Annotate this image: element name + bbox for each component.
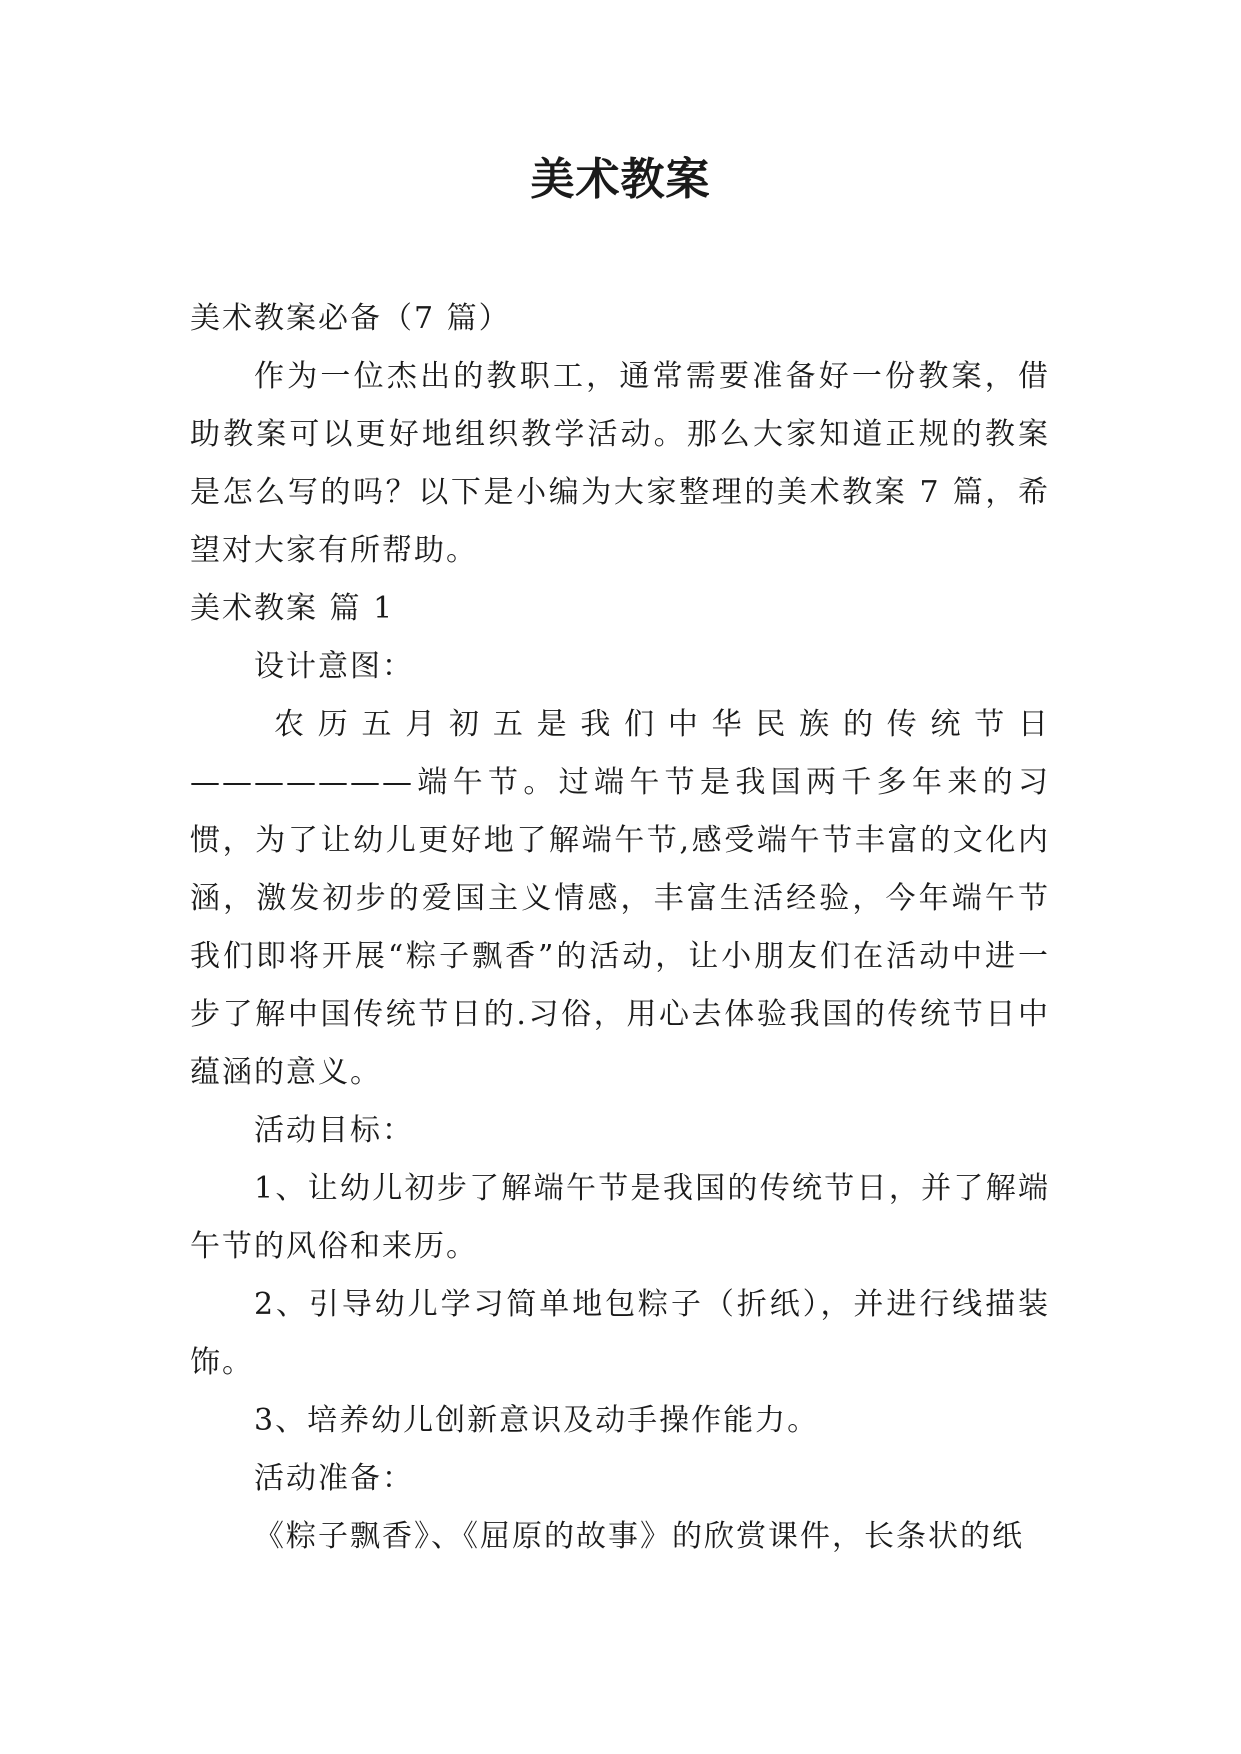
goal-item-3: 3、培养幼儿创新意识及动手操作能力。 [254,1403,820,1438]
goal-item-1: 1、让幼儿初步了解端午节是我国的传统节日，并了解端午节的风俗和来历。 [190,1171,1050,1264]
design-intent-label: 设计意图： [254,649,414,684]
document-body [190,290,1050,1566]
document-subtitle: 美术教案必备（7 篇） [190,301,511,336]
section-heading: 美术教案 篇 1 [190,591,395,626]
goals-label: 活动目标： [254,1113,414,1148]
intro-paragraph: 作为一位杰出的教职工，通常需要准备好一份教案，借助教案可以更好地组织教学活动。那么大家知道正规的教案是怎么写的吗？以下是小编为大家整理的美术教案 7 篇，希望对大家有所帮助。 [190,359,1050,568]
design-intent-paragraph: 农历五月初五是我们中华民族的传统节日———————端午节。过端午节是我国两千多年来的习惯，为了让幼儿更好地了解端午节,感受端午节丰富的文化内涵，激发初步的爱国主义情感，丰富生活经验，今年端午节我们即将开展“粽子飘香”的活动，让小朋友们在活动中进一步了解中国传统节日的.习俗，用心去体验我国的传统节日中蕴涵的意义。 [190,707,1050,1090]
prep-label: 活动准备： [254,1461,414,1496]
goal-item-2: 2、引导幼儿学习简单地包粽子（折纸），并进行线描装饰。 [190,1287,1050,1380]
prep-paragraph: 《粽子飘香》、《屈原的故事》的欣赏课件，长条状的纸 [254,1519,1024,1554]
page-title: 美术教案 [530,154,711,205]
